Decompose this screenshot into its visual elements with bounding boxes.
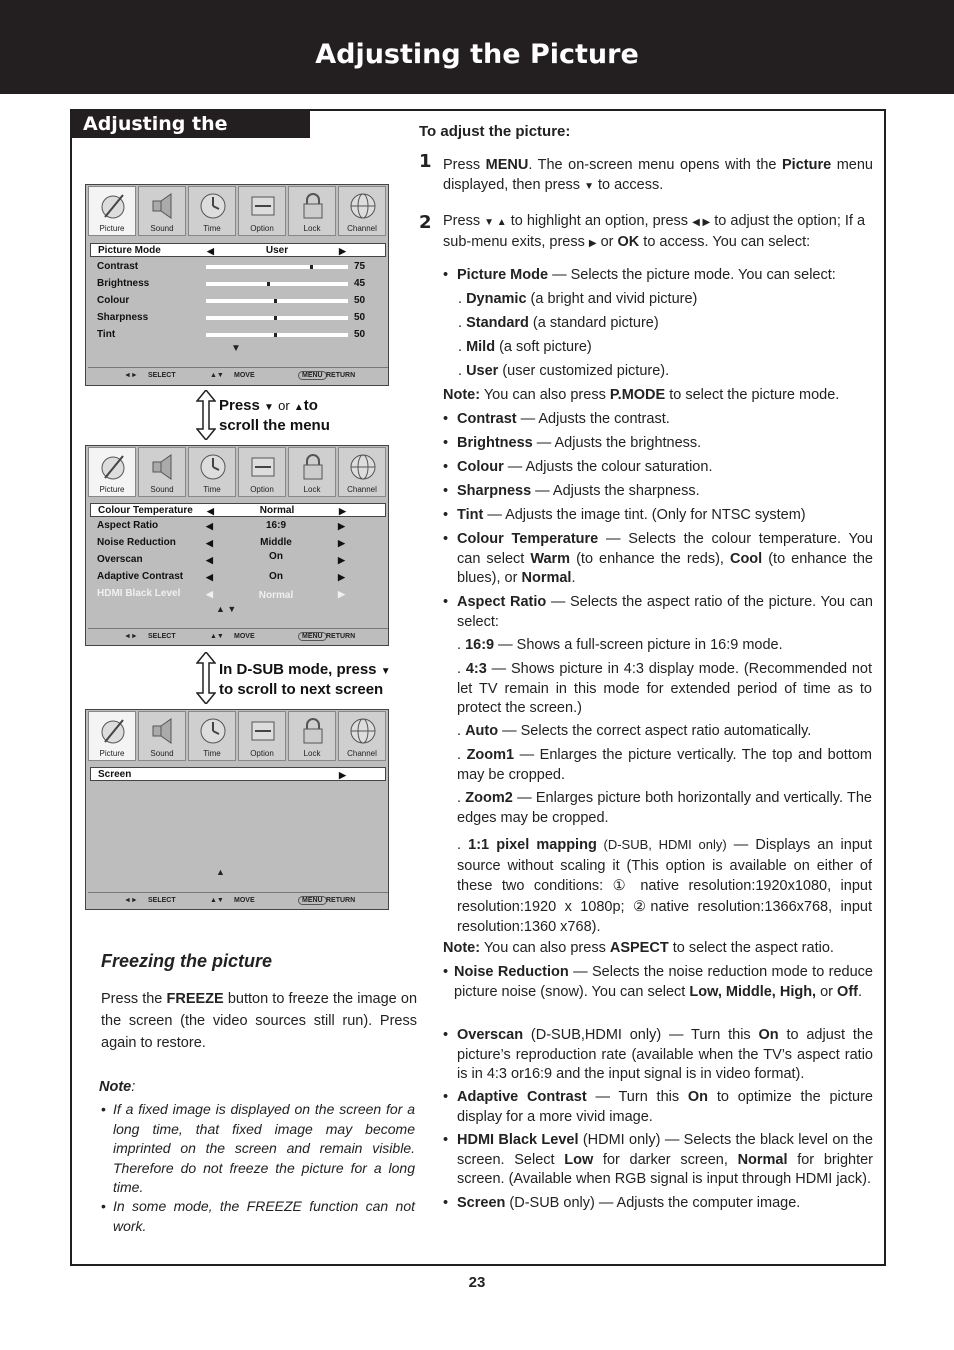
speaker-icon [149, 191, 177, 221]
tab-channel[interactable]: Channel [338, 186, 386, 236]
option-zoom1: . Zoom1 — Enlarges the picture vertically. The top and bottom may be cropped. [457, 747, 872, 783]
freeze-note-item: • In some mode, the FREEZE function can not work. [101, 1198, 415, 1234]
freeze-note-label: Note: [99, 1079, 136, 1095]
osd-tab-bar [88, 447, 388, 499]
option-16-9: . 16:9 — Shows a full-screen picture in 16:9 mode. [457, 637, 783, 653]
lock-icon [299, 452, 327, 482]
palette-icon [99, 452, 127, 482]
osd-slider-tint[interactable]: Tint 50 [97, 329, 366, 340]
select-icon: ◄► [124, 633, 138, 640]
tab-picture[interactable]: Picture [88, 711, 136, 761]
bullet-hdmi-black-level: • HDMI Black Level (HDMI only) — Selects the black level on the screen. Select Low for darker screen, Normal for brighter screen. (Available when RGB signal is input through HDMI jack). [443, 1132, 873, 1187]
osd-hint-bar: ◄► SELECT ▲▼ MOVE MENU RETURN [88, 892, 388, 909]
slider-fill [206, 316, 277, 320]
step-number: 2 [419, 212, 432, 233]
scroll-up-down-icon: ▲ ▼ [216, 604, 237, 614]
osd-row-overscan[interactable]: Overscan ◀ On ▶ [97, 551, 345, 565]
bullet-icon: • [443, 411, 449, 427]
bullet-screen: • Screen (D-SUB only) — Adjusts the computer image. [443, 1194, 873, 1214]
palette-icon [99, 191, 127, 221]
globe-icon [349, 452, 377, 482]
option-mild: . Mild (a soft picture) [458, 339, 592, 355]
double-arrow-icon [196, 652, 216, 704]
option-zoom2: . Zoom2 — Enlarges picture both horizontally and vertically. The edges may be cropped. [457, 790, 872, 826]
bullet-icon: • [443, 964, 449, 980]
osd-picture-menu [85, 184, 389, 386]
tab-lock[interactable]: Lock [288, 186, 336, 236]
select-icon: ◄► [124, 372, 138, 379]
scroll-down-icon: ▼ [231, 343, 241, 354]
scroll-instruction-1: Press ▼ or ▲to scroll the menu [219, 397, 330, 434]
option-pixel-mapping: . 1:1 pixel mapping (D-SUB, HDMI only) — Displays an input source without scaling it (This option is available on either of these two conditions: ① native resolution:1920x1080, input resolution:1920 x 1080p; ②native resolution:1366x768, input resolution:1360 x768). [457, 837, 873, 935]
step-number: 1 [419, 151, 432, 172]
osd-tab-bar [88, 711, 388, 763]
bullet-colour-temperature: • Colour Temperature — Selects the colour temperature. You can select Warm (to enhance the reds), Cool (to enhance the blues), or Normal. [443, 531, 873, 586]
bullet-noise-reduction: • Noise Reduction — Selects the noise reduction mode to reduce picture noise (snow). You can select Low, Middle, High, or Off. [443, 964, 873, 1000]
bullet-tint: • Tint — Adjusts the image tint. (Only for NTSC system) [443, 506, 873, 526]
page-title: Adjusting the Picture [315, 39, 639, 70]
down-triangle-icon: ▼ [264, 402, 274, 413]
scroll-instruction-2: In D-SUB mode, press ▼ to scroll to next screen [219, 661, 391, 698]
right-arrow-icon: ▶ [338, 589, 345, 599]
right-arrow-icon: ▶ [339, 246, 346, 256]
adjust-heading: To adjust the picture: [419, 123, 571, 140]
double-arrow-icon [196, 390, 216, 440]
bullet-icon: • [443, 459, 449, 475]
bullet-icon: • [443, 1089, 449, 1105]
right-arrow-icon: ▶ [338, 572, 345, 582]
down-triangle-icon: ▼ [584, 180, 594, 192]
left-arrow-icon: ◀ [207, 506, 214, 516]
lock-icon [299, 716, 327, 746]
osd-row-hdmi-black-level[interactable]: HDMI Black Level ◀ Normal ▶ [97, 588, 345, 601]
option-dynamic: . Dynamic (a bright and vivid picture) [458, 291, 698, 307]
move-icon: ▲▼ [210, 633, 224, 640]
tab-channel[interactable]: Channel [338, 711, 386, 761]
left-arrow-icon: ◀ [206, 572, 213, 582]
bullet-picture-mode: • Picture Mode — Selects the picture mode. You can select: [443, 266, 873, 286]
slider-fill [206, 299, 277, 303]
down-up-triangle-icon: ▼ ▲ [484, 217, 507, 228]
slider-fill [206, 333, 277, 337]
option-icon [249, 452, 277, 482]
osd-row-picture-mode[interactable]: Picture Mode ◀ User ▶ [90, 243, 386, 257]
osd-hint-bar: ◄► SELECT ▲▼ MOVE MENU RETURN [88, 628, 388, 645]
bullet-icon: • [443, 435, 449, 451]
osd-slider-contrast[interactable]: Contrast 75 [97, 261, 366, 272]
step-2-text: Press ▼ ▲ to highlight an option, press ◀ ▶ to adjust the option; If a sub-menu exits, press ▶ or OK to access. You can select: [443, 213, 866, 250]
osd-slider-brightness[interactable]: Brightness 45 [97, 278, 366, 289]
move-icon: ▲▼ [210, 897, 224, 904]
osd-slider-sharpness[interactable]: Sharpness 50 [97, 312, 366, 323]
option-standard: . Standard (a standard picture) [458, 315, 659, 331]
left-arrow-icon: ◀ [206, 555, 213, 565]
bullet-aspect-ratio: • Aspect Ratio — Selects the aspect ratio of the picture. You can select: [443, 594, 873, 630]
bullet-icon: • [443, 507, 449, 523]
down-triangle-icon: ▼ [380, 666, 391, 677]
bullet-sharpness: • Sharpness — Adjusts the sharpness. [443, 482, 873, 502]
move-icon: ▲▼ [210, 372, 224, 379]
bullet-icon: • [443, 483, 449, 499]
osd-row-adaptive-contrast[interactable]: Adaptive Contrast ◀ On ▶ [97, 571, 345, 582]
section-title: Adjusting the picture [72, 110, 310, 138]
clock-icon [199, 191, 227, 221]
tab-channel[interactable]: Channel [338, 447, 386, 497]
tab-time[interactable]: Time [188, 186, 236, 236]
osd-slider-colour[interactable]: Colour 50 [97, 295, 366, 306]
tab-lock[interactable]: Lock [288, 447, 336, 497]
freeze-paragraph: Press the FREEZE button to freeze the image on the screen (the video sources still run). Press again to restore. [101, 991, 418, 1051]
osd-dsub-screen-menu [85, 709, 389, 910]
bullet-adaptive-contrast: • Adaptive Contrast — Turn this On to optimize the picture display for a more vivid image. [443, 1089, 873, 1125]
circled-two-icon: ② [633, 898, 651, 915]
tab-time[interactable]: Time [188, 447, 236, 497]
right-arrow-icon: ▶ [339, 506, 346, 516]
left-arrow-icon: ◀ [207, 246, 214, 256]
bullet-icon: • [443, 1027, 449, 1043]
tab-picture[interactable]: Picture [88, 447, 136, 497]
osd-row-aspect-ratio[interactable]: Aspect Ratio ◀ 16:9 ▶ [97, 520, 345, 531]
step-1-text: Press MENU. The on-screen menu opens with the Picture menu displayed, then press ▼ to access. [443, 157, 873, 193]
globe-icon [349, 716, 377, 746]
clock-icon [199, 452, 227, 482]
right-arrow-icon: ▶ [339, 770, 346, 780]
left-arrow-icon: ◀ [206, 538, 213, 548]
palette-icon [99, 716, 127, 746]
tab-sound[interactable]: Sound [138, 447, 186, 497]
bullet-icon: • [443, 267, 449, 283]
freeze-note-item: • If a fixed image is displayed on the screen for a long time, that fixed image may become imprinted on the screen and remain visible. Therefore do not freeze the picture for a long time. [101, 1101, 415, 1195]
osd-row-noise-reduction[interactable]: Noise Reduction ◀ Middle ▶ [97, 537, 345, 548]
option-auto: . Auto — Selects the correct aspect ratio automatically. [457, 723, 812, 739]
tab-sound[interactable]: Sound [138, 186, 186, 236]
bullet-icon: • [101, 1101, 106, 1117]
freeze-heading: Freezing the picture [101, 951, 273, 971]
lock-icon [299, 191, 327, 221]
left-right-triangle-icon: ◀ ▶ [692, 217, 711, 228]
page-header [0, 0, 954, 94]
bullet-colour: • Colour — Adjusts the colour saturation. [443, 458, 873, 478]
tab-sound[interactable]: Sound [138, 711, 186, 761]
speaker-icon [149, 716, 177, 746]
scroll-up-icon: ▲ [216, 867, 225, 877]
note-aspect: Note: You can also press ASPECT to select the aspect ratio. [443, 940, 834, 956]
bullet-icon: • [443, 1132, 449, 1148]
bullet-icon: • [443, 594, 449, 610]
note-pmode: Note: You can also press P.MODE to select the picture mode. [443, 387, 840, 403]
tab-picture[interactable]: Picture [88, 186, 136, 236]
left-arrow-icon: ◀ [206, 521, 213, 531]
option-icon [249, 191, 277, 221]
right-arrow-icon: ▶ [338, 538, 345, 548]
clock-icon [199, 716, 227, 746]
page-number: 23 [468, 1274, 486, 1291]
bullet-contrast: • Contrast — Adjusts the contrast. [443, 410, 873, 430]
tab-lock[interactable]: Lock [288, 711, 336, 761]
up-triangle-icon: ▲ [293, 402, 304, 413]
tab-option[interactable]: Option [238, 711, 286, 761]
option-icon [249, 716, 277, 746]
select-icon: ◄► [124, 897, 138, 904]
osd-tab-bar [88, 186, 388, 238]
bullet-overscan: • Overscan (D-SUB,HDMI only) — Turn this On to adjust the picture’s reproduction rate (available when the TV’s aspect ratio is in 4:3 or16:9 and the input signal is in video format). [443, 1027, 874, 1082]
left-arrow-icon: ◀ [206, 589, 213, 599]
option-4-3: . 4:3 — Shows picture in 4:3 display mode. (Recommended not let TV remain in this mode for extended period of time as to protect the screen.) [457, 661, 872, 716]
option-user: . User (user customized picture). [458, 363, 670, 379]
slider-fill [206, 265, 313, 269]
circled-one-icon: ① [612, 878, 631, 894]
bullet-icon: • [101, 1198, 106, 1214]
osd-hint-bar: ◄► SELECT ▲▼ MOVE MENU RETURN [88, 367, 388, 384]
right-arrow-icon: ▶ [338, 521, 345, 531]
speaker-icon [149, 452, 177, 482]
tab-option[interactable]: Option [238, 186, 286, 236]
slider-fill [206, 282, 270, 286]
bullet-brightness: • Brightness — Adjusts the brightness. [443, 434, 873, 454]
right-arrow-icon: ▶ [338, 555, 345, 565]
tab-option[interactable]: Option [238, 447, 286, 497]
osd-row-colour-temperature[interactable]: Colour Temperature ◀ Normal ▶ [90, 503, 386, 517]
globe-icon [349, 191, 377, 221]
tab-time[interactable]: Time [188, 711, 236, 761]
osd-row-screen[interactable]: Screen ▶ [90, 767, 386, 781]
osd-picture-menu-page2 [85, 445, 389, 646]
bullet-icon: • [443, 1195, 449, 1211]
bullet-icon: • [443, 531, 449, 547]
right-triangle-icon: ▶ [588, 237, 597, 249]
